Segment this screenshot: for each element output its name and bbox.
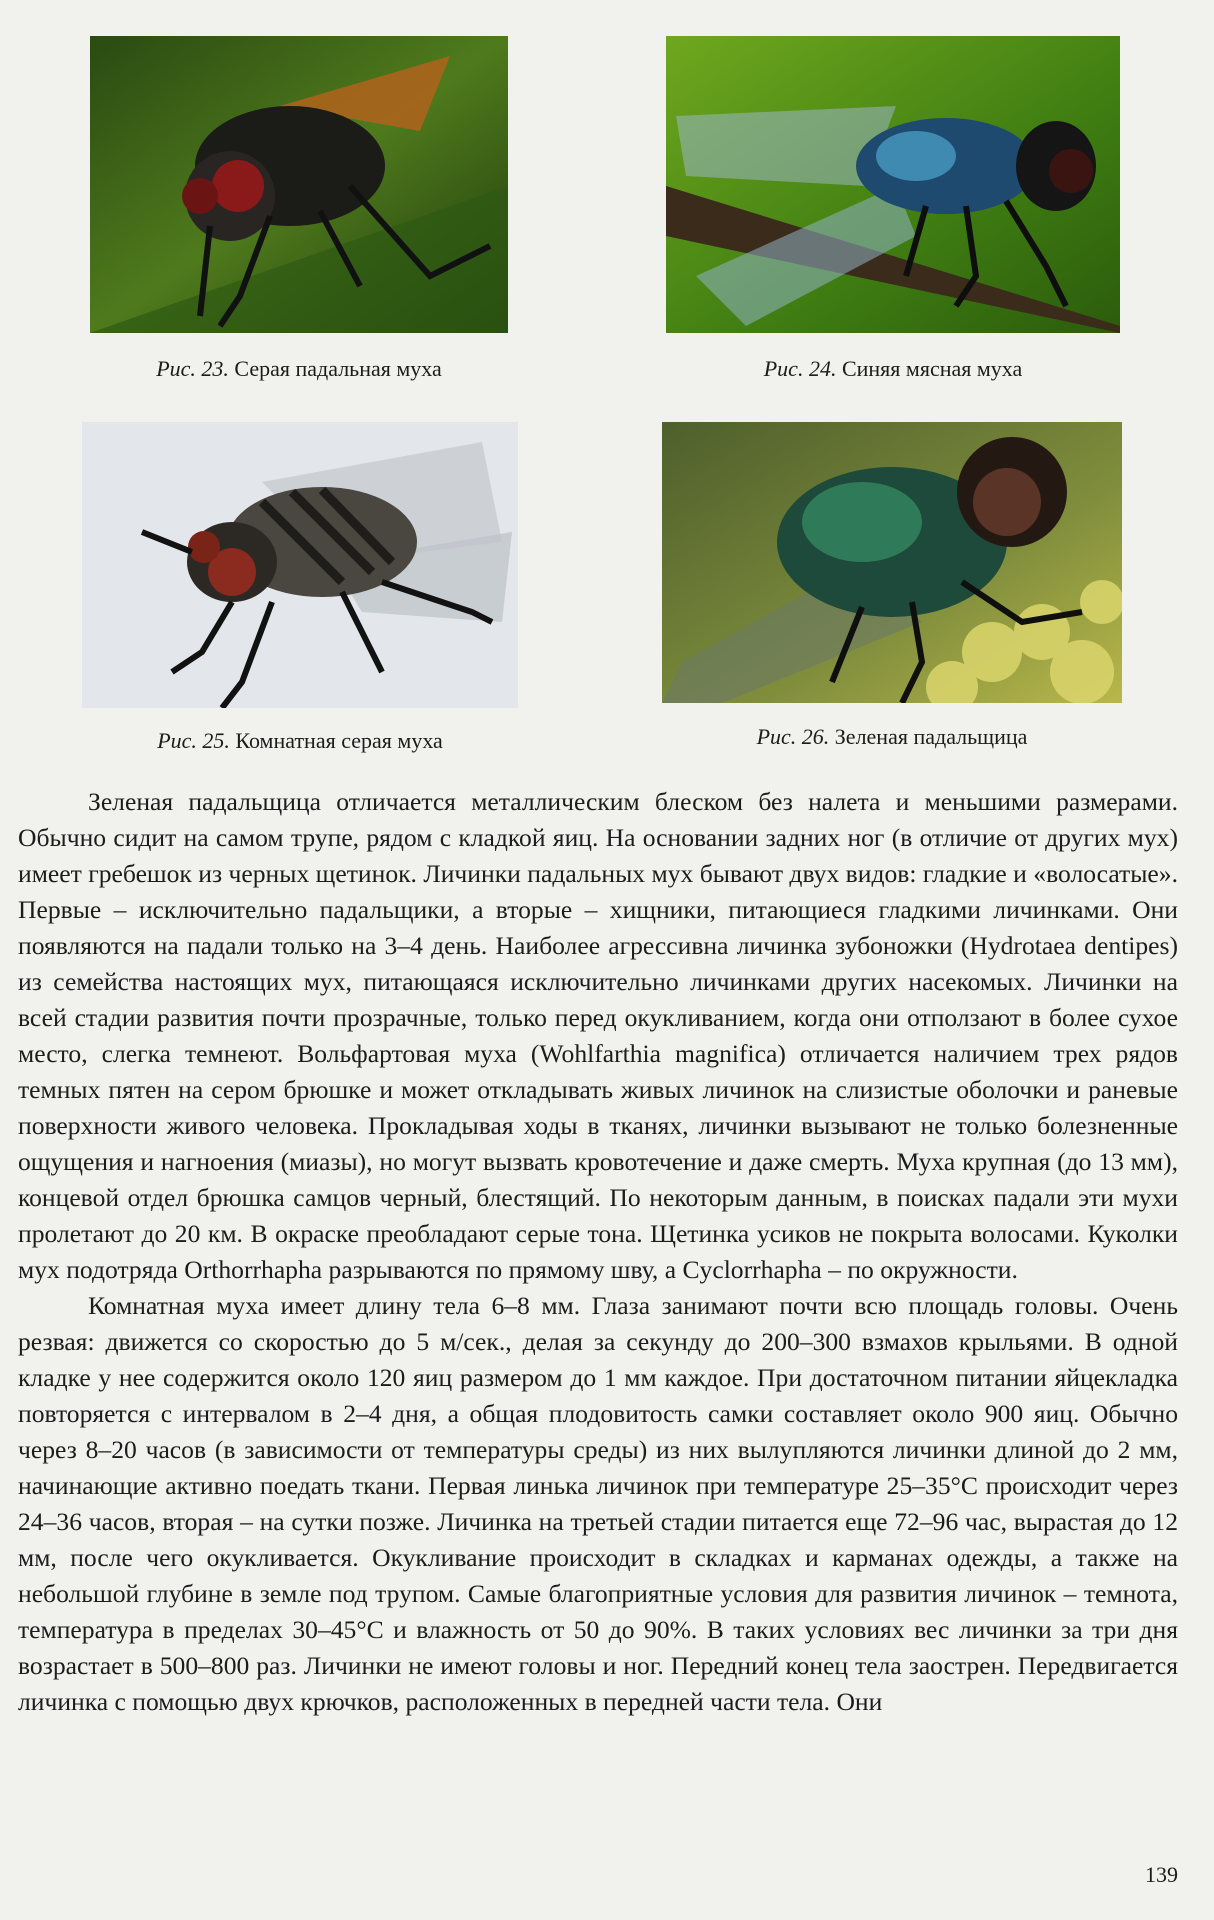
figure-24-caption: [666, 356, 1120, 382]
paragraph: Комнатная муха имеет длину тела 6–8 мм. Глаза занимают почти всю площадь головы. Очень резвая: движется со скоростью до 5 м/сек., делая за секунду до 200–300 взмахов крыльями. В одной кладке у нее содержится около 120 яиц размером до 1 мм каждое. При достаточном питании яйцекладка повторяется с интервалом в 2–4 дня, а общая плодовитость самки составляет около 900 яиц. Обычно через 8–20 часов (в зависимости от температуры среды) из них вылупляются личинки длиной до 2 мм, начинающие активно поедать ткани. Первая линька личинок при температуре 25–35°С происходит через 24–36 часов, вторая – на сутки позже. Личинка на третьей стадии питается еще 72–96 час, вырастая до 12 мм, после чего окукливается. Окукливание происходит в складках и карманах одежды, а также на небольшой глубине в земле под трупом. Самые благоприятные условия для развития личинок – темнота, температура в пределах 30–45°С и влажность от 50 до 90%. В таких условиях вес личинки за три дня возрастает в 500–800 раз. Личинки не имеют головы и ног. Передний конец тела заострен. Передвигается личинка с помощью двух крючков, расположенных в передней части тела. Они: [18, 1291, 1178, 1716]
figure-25-title: Комнатная серая муха: [235, 728, 443, 753]
page-number: 139: [1145, 1862, 1178, 1887]
figure-24-label: Рис. 24.: [763, 356, 837, 381]
figure-26-photo: [662, 422, 1122, 703]
figure-26-label: Рис. 26.: [756, 724, 830, 749]
figure-26-title: Зеленая падальщица: [834, 724, 1028, 749]
figure-25-photo: [82, 422, 518, 708]
figure-25-label: Рис. 25.: [157, 728, 230, 753]
body-text: [18, 784, 1178, 1720]
figure-23-title: Серая падальная муха: [234, 356, 442, 381]
figure-24-photo: [666, 36, 1120, 333]
figure-24-title: Синяя мясная муха: [841, 356, 1023, 381]
figure-26-caption: [662, 724, 1122, 750]
paragraph: Зеленая падальщица отличается металлическим блеском без налета и меньшими размерами. Обычно сидит на самом трупе, рядом с кладкой яиц. На основании задних ног (в отличие от других мух) имеет гребешок из черных щетинок. Личинки падальных мух бывают двух видов: гладкие и «волосатые». Первые – исключительно падальщики, а вторые – хищники, питающиеся гладкими личинками. Они появляются на падали только на 3–4 день. Наиболее агрессивна личинка зубоножки (Hydrotaea dentipes) из семейства настоящих мух, питающаяся исключительно личинками других насекомых. Личинки на всей стадии развития почти прозрачные, только перед окукливанием, когда они отползают в более сухое место, слегка темнеют. Вольфартовая муха (Wohlfarthia magnifica) отличается наличием трех рядов темных пятен на сером брюшке и может откладывать живых личинок на слизистые оболочки и раневые поверхности живого человека. Прокладывая ходы в тканях, личинки вызывают не только болезненные ощущения и нагноения (миазы), но могут вызвать кровотечение и даже смерть. Муха крупная (до 13 мм), концевой отдел брюшка самцов черный, блестящий. По некоторым данным, в поисках падали эти мухи пролетают до 20 км. В окраске преобладают серые тона. Щетинка усиков не покрыта волосами. Куколки мух подотряда Orthorrhapha разрываются по прямому шву, а Cyclorrhapha – по окружности.: [18, 787, 1178, 1284]
figure-23-label: Рис. 23.: [156, 356, 229, 381]
figure-23-caption: [90, 356, 508, 382]
figure-25-caption: [82, 728, 518, 754]
figure-23-photo: [90, 36, 508, 333]
